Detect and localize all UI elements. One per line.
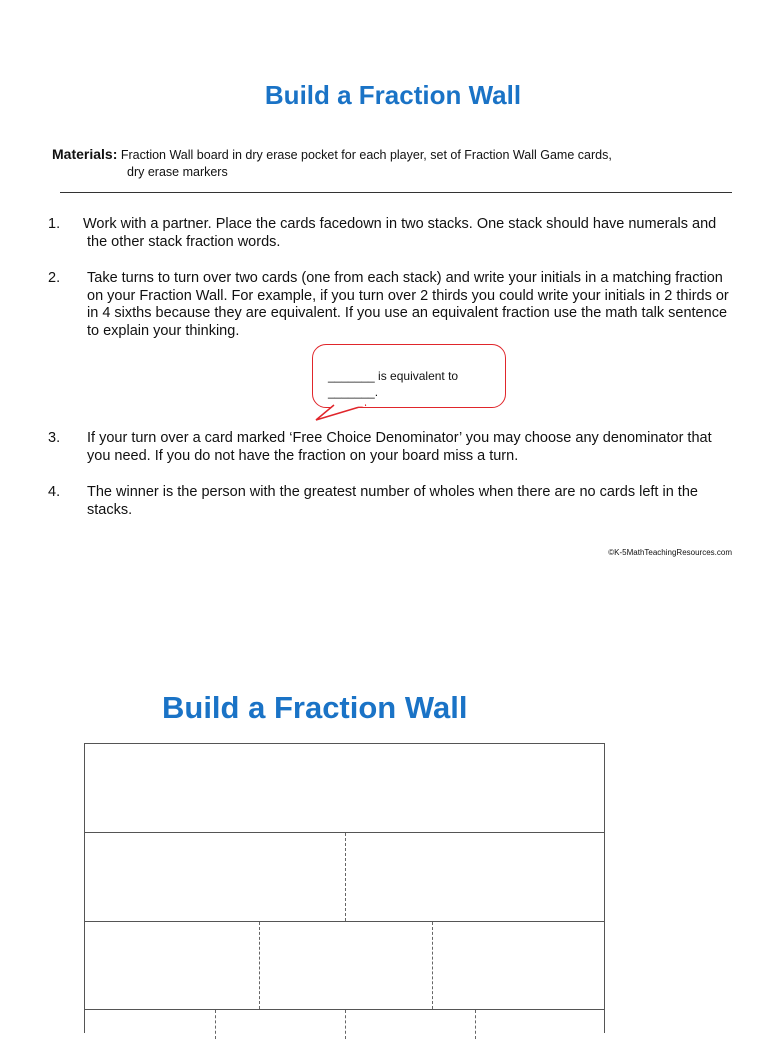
- fraction-divider: [345, 1010, 346, 1039]
- page-title: Build a Fraction Wall: [264, 80, 522, 110]
- fraction-wall-row-whole: [85, 743, 604, 831]
- fraction-piece: [85, 743, 604, 831]
- step-number: 1.: [48, 216, 61, 232]
- materials-section: [52, 146, 732, 181]
- fraction-wall-row-thirds: [85, 921, 604, 1009]
- section-divider: [60, 192, 732, 193]
- fraction-divider: [259, 922, 260, 1009]
- step-2: [48, 270, 738, 340]
- step-1: [48, 216, 738, 251]
- step-number: 2.: [48, 270, 61, 286]
- speech-bubble-line-2: _______.: [328, 385, 379, 399]
- fraction-divider: [432, 922, 433, 1009]
- materials-line-1: Fraction Wall board in dry erase pocket for each player, set of Fraction Wall Game cards,: [120, 148, 612, 162]
- step-text: The winner is the person with the greatest number of wholes when there are no cards left in the stacks.: [87, 484, 698, 518]
- step-number: 4.: [48, 484, 61, 500]
- fraction-wall-board: [84, 743, 605, 1033]
- materials-label: Materials:: [52, 146, 118, 162]
- step-number: 3.: [48, 430, 61, 446]
- materials-line-2: dry erase markers: [127, 165, 228, 179]
- speech-bubble-text: [328, 368, 498, 400]
- fraction-divider: [475, 1010, 476, 1039]
- fraction-divider: [215, 1010, 216, 1039]
- step-text: Take turns to turn over two cards (one from each stack) and write your initials in a matching fraction on your Fraction Wall. For example, if you turn over 2 thirds you could write your initials in 2 thirds or in 4 sixths because they are equivalent. If you use an equivalent fraction use the math talk sentence to explain your thinking.: [87, 270, 729, 339]
- fraction-wall-row-halves: [85, 832, 604, 921]
- step-3: [48, 430, 738, 465]
- speech-bubble-line-1: _______ is equivalent to: [328, 369, 459, 383]
- step-4: [48, 484, 738, 519]
- step-text: If your turn over a card marked ‘Free Choice Denominator’ you may choose any denominator that you need. If you do not have the fraction on your board miss a turn.: [87, 430, 712, 464]
- board-title: Build a Fraction Wall: [162, 690, 468, 725]
- step-text: Work with a partner. Place the cards facedown in two stacks. One stack should have numerals and the other stack fraction words.: [83, 216, 717, 250]
- fraction-wall-row-quarters: [85, 1009, 604, 1039]
- fraction-divider: [345, 833, 346, 921]
- copyright-notice: ©K-5MathTeachingResources.com: [608, 548, 732, 557]
